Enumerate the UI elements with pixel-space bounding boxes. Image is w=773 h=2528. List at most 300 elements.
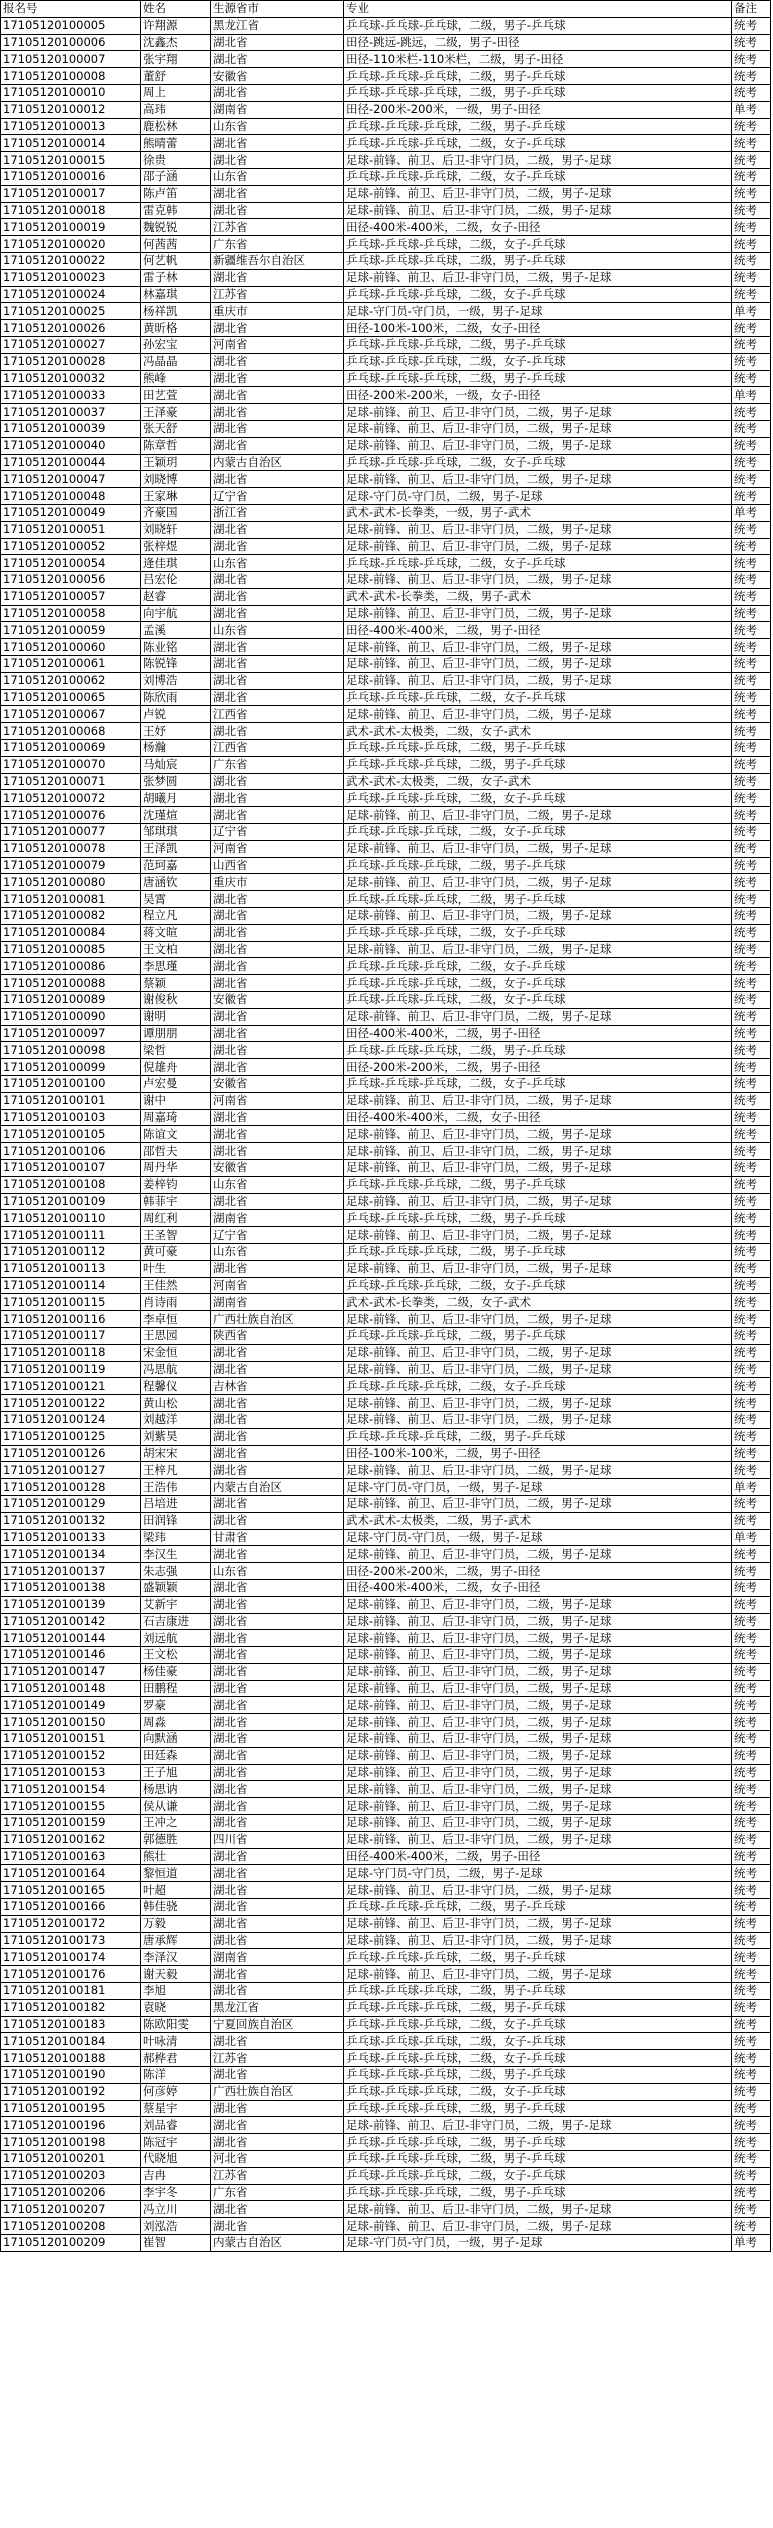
student-name-cell: 王泽凯 [141, 840, 211, 857]
registration-number-cell: 17105120100015 [1, 152, 141, 169]
remark-cell: 统考 [732, 941, 771, 958]
major-cell: 乒乓球-乒乓球-乒乓球，二级，男子-乒乓球 [344, 1042, 732, 1059]
major-cell: 田径-100米-100米，二级，女子-田径 [344, 320, 732, 337]
major-cell: 足球-前锋、前卫、后卫-非守门员，二级，男子-足球 [344, 1680, 732, 1697]
student-name-cell: 逄佳琪 [141, 555, 211, 572]
remark-cell: 统考 [732, 1815, 771, 1832]
remark-cell: 统考 [732, 538, 771, 555]
student-name-cell: 马灿宸 [141, 756, 211, 773]
table-row [1, 34, 771, 51]
origin-province-cell: 湖北省 [211, 2067, 344, 2084]
table-row [1, 2083, 771, 2100]
student-name-cell: 宋金恒 [141, 1344, 211, 1361]
major-cell: 足球-前锋、前卫、后卫-非守门员，二级，男子-足球 [344, 420, 732, 437]
remark-cell: 统考 [732, 992, 771, 1009]
student-name-cell: 沈瑾煊 [141, 807, 211, 824]
origin-province-cell: 辽宁省 [211, 1227, 344, 1244]
table-row [1, 1176, 771, 1193]
major-cell: 足球-前锋、前卫、后卫-非守门员，二级，男子-足球 [344, 1395, 732, 1412]
table-row [1, 1193, 771, 1210]
origin-province-cell: 黑龙江省 [211, 17, 344, 34]
major-cell: 乒乓球-乒乓球-乒乓球，二级，女子-乒乓球 [344, 1378, 732, 1395]
table-row [1, 941, 771, 958]
registration-number-cell: 17105120100127 [1, 1462, 141, 1479]
origin-province-cell: 湖北省 [211, 1008, 344, 1025]
table-row [1, 1663, 771, 1680]
registration-number-cell: 17105120100080 [1, 874, 141, 891]
student-name-cell: 王子旭 [141, 1764, 211, 1781]
table-row [1, 471, 771, 488]
registration-number-cell: 17105120100206 [1, 2184, 141, 2201]
remark-cell: 统考 [732, 1260, 771, 1277]
origin-province-cell: 安徽省 [211, 992, 344, 1009]
origin-province-cell: 湖北省 [211, 1596, 344, 1613]
table-row [1, 706, 771, 723]
origin-province-cell: 湖北省 [211, 84, 344, 101]
remark-cell: 统考 [732, 1143, 771, 1160]
origin-province-cell: 湖北省 [211, 891, 344, 908]
major-cell: 乒乓球-乒乓球-乒乓球，二级，男子-乒乓球 [344, 2100, 732, 2117]
origin-province-cell: 湖北省 [211, 1899, 344, 1916]
registration-number-cell: 17105120100032 [1, 370, 141, 387]
registration-number-cell: 17105120100058 [1, 605, 141, 622]
remark-cell: 统考 [732, 1445, 771, 1462]
remark-cell: 统考 [732, 1932, 771, 1949]
origin-province-cell: 湖北省 [211, 1395, 344, 1412]
major-cell: 足球-前锋、前卫、后卫-非守门员，二级，男子-足球 [344, 639, 732, 656]
remark-cell: 统考 [732, 404, 771, 421]
registration-number-cell: 17105120100071 [1, 773, 141, 790]
table-row [1, 118, 771, 135]
table-row [1, 1495, 771, 1512]
remark-cell: 统考 [732, 2100, 771, 2117]
remark-cell: 单考 [732, 101, 771, 118]
registration-number-cell: 17105120100060 [1, 639, 141, 656]
major-cell: 足球-前锋、前卫、后卫-非守门员，二级，男子-足球 [344, 1831, 732, 1848]
table-row [1, 370, 771, 387]
major-cell: 足球-前锋、前卫、后卫-非守门员，二级，男子-足球 [344, 1647, 732, 1664]
origin-province-cell: 湖北省 [211, 1059, 344, 1076]
table-row [1, 168, 771, 185]
table-row [1, 185, 771, 202]
registration-number-cell: 17105120100118 [1, 1344, 141, 1361]
origin-province-cell: 湖北省 [211, 1848, 344, 1865]
table-row [1, 588, 771, 605]
registration-number-cell: 17105120100084 [1, 924, 141, 941]
origin-province-cell: 湖北省 [211, 2201, 344, 2218]
origin-province-cell: 内蒙古自治区 [211, 1479, 344, 1496]
student-name-cell: 雷子林 [141, 269, 211, 286]
registration-number-cell: 17105120100010 [1, 84, 141, 101]
origin-province-cell: 湖北省 [211, 975, 344, 992]
remark-cell: 统考 [732, 891, 771, 908]
registration-number-cell: 17105120100144 [1, 1630, 141, 1647]
remark-cell: 统考 [732, 1495, 771, 1512]
student-name-cell: 周丹华 [141, 1159, 211, 1176]
student-name-cell: 王泽豪 [141, 404, 211, 421]
remark-cell: 统考 [732, 1546, 771, 1563]
origin-province-cell: 四川省 [211, 1831, 344, 1848]
origin-province-cell: 江西省 [211, 740, 344, 757]
origin-province-cell: 江苏省 [211, 286, 344, 303]
student-name-cell: 万毅 [141, 1915, 211, 1932]
student-name-cell: 姜梓钧 [141, 1176, 211, 1193]
registration-number-cell: 17105120100182 [1, 1999, 141, 2016]
registration-number-cell: 17105120100149 [1, 1697, 141, 1714]
student-name-cell: 王家琳 [141, 488, 211, 505]
major-cell: 乒乓球-乒乓球-乒乓球，二级，男子-乒乓球 [344, 1949, 732, 1966]
major-cell: 乒乓球-乒乓球-乒乓球，二级，男子-乒乓球 [344, 740, 732, 757]
major-cell: 乒乓球-乒乓球-乒乓球，二级，男子-乒乓球 [344, 84, 732, 101]
registration-number-cell: 17105120100162 [1, 1831, 141, 1848]
student-name-cell: 倪雄舟 [141, 1059, 211, 1076]
registration-number-cell: 17105120100209 [1, 2234, 141, 2251]
table-row [1, 723, 771, 740]
registration-number-cell: 17105120100097 [1, 1025, 141, 1042]
table-row [1, 1076, 771, 1093]
major-cell: 乒乓球-乒乓球-乒乓球，二级，女子-乒乓球 [344, 2033, 732, 2050]
remark-cell: 单考 [732, 387, 771, 404]
major-cell: 足球-前锋、前卫、后卫-非守门员，二级，男子-足球 [344, 1781, 732, 1798]
origin-province-cell: 湖北省 [211, 1546, 344, 1563]
student-name-cell: 朱志强 [141, 1563, 211, 1580]
origin-province-cell: 湖北省 [211, 1663, 344, 1680]
table-row [1, 1479, 771, 1496]
origin-province-cell: 湖北省 [211, 656, 344, 673]
remark-cell: 统考 [732, 1714, 771, 1731]
table-row [1, 1899, 771, 1916]
major-cell: 乒乓球-乒乓球-乒乓球，二级，男子-乒乓球 [344, 1428, 732, 1445]
major-cell: 足球-前锋、前卫、后卫-非守门员，二级，男子-足球 [344, 605, 732, 622]
remark-cell: 统考 [732, 1579, 771, 1596]
table-row [1, 1227, 771, 1244]
major-cell: 足球-前锋、前卫、后卫-非守门员，二级，男子-足球 [344, 1361, 732, 1378]
registration-number-cell: 17105120100065 [1, 689, 141, 706]
remark-cell: 统考 [732, 2033, 771, 2050]
major-cell: 乒乓球-乒乓球-乒乓球，二级，女子-乒乓球 [344, 236, 732, 253]
remark-cell: 统考 [732, 1596, 771, 1613]
origin-province-cell: 湖北省 [211, 1428, 344, 1445]
remark-cell: 统考 [732, 975, 771, 992]
student-name-cell: 王颖玥 [141, 454, 211, 471]
origin-province-cell: 山东省 [211, 1243, 344, 1260]
table-row [1, 101, 771, 118]
remark-cell: 统考 [732, 622, 771, 639]
student-name-cell: 谢天毅 [141, 1966, 211, 1983]
student-name-cell: 蔡星宇 [141, 2100, 211, 2117]
student-name-cell: 吴霄 [141, 891, 211, 908]
remark-cell: 统考 [732, 908, 771, 925]
student-name-cell: 程立凡 [141, 908, 211, 925]
table-row [1, 504, 771, 521]
student-name-cell: 周上 [141, 84, 211, 101]
table-row [1, 1411, 771, 1428]
registration-number-cell: 17105120100183 [1, 2016, 141, 2033]
origin-province-cell: 湖南省 [211, 1949, 344, 1966]
major-cell: 足球-前锋、前卫、后卫-非守门员，二级，男子-足球 [344, 404, 732, 421]
registration-number-cell: 17105120100108 [1, 1176, 141, 1193]
table-row [1, 924, 771, 941]
origin-province-cell: 安徽省 [211, 68, 344, 85]
table-row [1, 975, 771, 992]
origin-province-cell: 湖北省 [211, 1579, 344, 1596]
student-name-cell: 张梓煜 [141, 538, 211, 555]
origin-province-cell: 湖北省 [211, 1966, 344, 1983]
registration-number-cell: 17105120100028 [1, 353, 141, 370]
student-name-cell: 雷克韩 [141, 202, 211, 219]
major-cell: 田径-400米-400米，二级，男子-田径 [344, 1025, 732, 1042]
table-row [1, 807, 771, 824]
student-name-cell: 胡宋宋 [141, 1445, 211, 1462]
student-name-cell: 吕培进 [141, 1495, 211, 1512]
registration-number-cell: 17105120100153 [1, 1764, 141, 1781]
table-row [1, 1865, 771, 1882]
student-name-cell: 周红利 [141, 1210, 211, 1227]
remark-cell: 单考 [732, 1479, 771, 1496]
student-name-cell: 郝桦君 [141, 2050, 211, 2067]
major-cell: 足球-前锋、前卫、后卫-非守门员，二级，男子-足球 [344, 202, 732, 219]
major-cell: 乒乓球-乒乓球-乒乓球，二级，女子-乒乓球 [344, 2083, 732, 2100]
remark-cell: 统考 [732, 1227, 771, 1244]
registration-number-cell: 17105120100111 [1, 1227, 141, 1244]
table-row [1, 2218, 771, 2235]
remark-cell: 统考 [732, 1882, 771, 1899]
origin-province-cell: 辽宁省 [211, 824, 344, 841]
registration-number-cell: 17105120100159 [1, 1815, 141, 1832]
major-cell: 乒乓球-乒乓球-乒乓球，二级，女子-乒乓球 [344, 353, 732, 370]
origin-province-cell: 江苏省 [211, 2167, 344, 2184]
registration-number-cell: 17105120100033 [1, 387, 141, 404]
registration-number-cell: 17105120100174 [1, 1949, 141, 1966]
student-name-cell: 韩佳骁 [141, 1899, 211, 1916]
major-cell: 乒乓球-乒乓球-乒乓球，二级，女子-乒乓球 [344, 824, 732, 841]
registration-number-cell: 17105120100107 [1, 1159, 141, 1176]
remark-cell: 统考 [732, 1781, 771, 1798]
student-name-cell: 谭朋朋 [141, 1025, 211, 1042]
student-name-cell: 孙宏宝 [141, 336, 211, 353]
table-row [1, 1109, 771, 1126]
remark-cell: 统考 [732, 118, 771, 135]
registration-number-cell: 17105120100129 [1, 1495, 141, 1512]
student-name-cell: 陈冠宇 [141, 2134, 211, 2151]
student-name-cell: 徐贵 [141, 152, 211, 169]
major-cell: 足球-前锋、前卫、后卫-非守门员，二级，男子-足球 [344, 1159, 732, 1176]
student-name-cell: 王佳然 [141, 1277, 211, 1294]
registration-number-cell: 17105120100100 [1, 1076, 141, 1093]
registration-number-cell: 17105120100142 [1, 1613, 141, 1630]
remark-cell: 统考 [732, 135, 771, 152]
student-name-cell: 艾新宇 [141, 1596, 211, 1613]
major-cell: 田径-200米-200米，二级，男子-田径 [344, 1563, 732, 1580]
table-row [1, 958, 771, 975]
major-cell: 田径-400米-400米，二级，男子-田径 [344, 622, 732, 639]
remark-cell: 统考 [732, 1378, 771, 1395]
remark-cell: 统考 [732, 1277, 771, 1294]
registration-number-cell: 17105120100024 [1, 286, 141, 303]
major-cell: 足球-前锋、前卫、后卫-非守门员，二级，男子-足球 [344, 185, 732, 202]
origin-province-cell: 新疆维吾尔自治区 [211, 252, 344, 269]
major-cell: 足球-前锋、前卫、后卫-非守门员，二级，男子-足球 [344, 1815, 732, 1832]
major-cell: 足球-前锋、前卫、后卫-非守门员，二级，男子-足球 [344, 1411, 732, 1428]
registration-number-cell: 17105120100008 [1, 68, 141, 85]
registration-number-cell: 17105120100184 [1, 2033, 141, 2050]
origin-province-cell: 湖北省 [211, 2100, 344, 2117]
origin-province-cell: 河南省 [211, 1277, 344, 1294]
major-cell: 足球-守门员-守门员，一级，男子-足球 [344, 1529, 732, 1546]
major-cell: 足球-前锋、前卫、后卫-非守门员，二级，男子-足球 [344, 1462, 732, 1479]
origin-province-cell: 河北省 [211, 2151, 344, 2168]
table-row [1, 555, 771, 572]
major-cell: 足球-前锋、前卫、后卫-非守门员，二级，男子-足球 [344, 1596, 732, 1613]
registration-number-cell: 17105120100014 [1, 135, 141, 152]
registration-number-cell: 17105120100026 [1, 320, 141, 337]
major-cell: 乒乓球-乒乓球-乒乓球，二级，女子-乒乓球 [344, 2050, 732, 2067]
registration-number-cell: 17105120100047 [1, 471, 141, 488]
origin-province-cell: 江苏省 [211, 2050, 344, 2067]
major-cell: 武术-武术-太极类，二级，女子-武术 [344, 773, 732, 790]
table-row [1, 1042, 771, 1059]
registration-number-cell: 17105120100109 [1, 1193, 141, 1210]
table-row [1, 992, 771, 1009]
registration-number-cell: 17105120100151 [1, 1731, 141, 1748]
remark-cell: 统考 [732, 1327, 771, 1344]
origin-province-cell: 湖北省 [211, 1764, 344, 1781]
origin-province-cell: 湖北省 [211, 1647, 344, 1664]
table-row [1, 135, 771, 152]
table-row [1, 68, 771, 85]
origin-province-cell: 湖北省 [211, 807, 344, 824]
major-cell: 足球-前锋、前卫、后卫-非守门员，二级，男子-足球 [344, 1126, 732, 1143]
table-row [1, 219, 771, 236]
origin-province-cell: 湖北省 [211, 1697, 344, 1714]
registration-number-cell: 17105120100134 [1, 1546, 141, 1563]
table-row [1, 1294, 771, 1311]
major-cell: 乒乓球-乒乓球-乒乓球，二级，男子-乒乓球 [344, 1327, 732, 1344]
table-row [1, 336, 771, 353]
remark-cell: 统考 [732, 370, 771, 387]
remark-cell: 统考 [732, 1831, 771, 1848]
major-cell: 足球-前锋、前卫、后卫-非守门员，二级，男子-足球 [344, 1344, 732, 1361]
student-name-cell: 董舒 [141, 68, 211, 85]
registration-number-cell: 17105120100051 [1, 521, 141, 538]
table-row [1, 2184, 771, 2201]
table-row [1, 2033, 771, 2050]
table-row [1, 152, 771, 169]
table-row [1, 17, 771, 34]
registration-number-cell: 17105120100056 [1, 572, 141, 589]
student-name-cell: 林嘉琪 [141, 286, 211, 303]
student-name-cell: 谢中 [141, 1092, 211, 1109]
origin-province-cell: 湖北省 [211, 135, 344, 152]
table-row [1, 269, 771, 286]
registration-number-cell: 17105120100069 [1, 740, 141, 757]
remark-cell: 统考 [732, 488, 771, 505]
origin-province-cell: 广东省 [211, 2184, 344, 2201]
remark-cell: 统考 [732, 740, 771, 757]
origin-province-cell: 湖北省 [211, 1462, 344, 1479]
origin-province-cell: 湖北省 [211, 1714, 344, 1731]
origin-province-cell: 湖北省 [211, 588, 344, 605]
origin-province-cell: 湖北省 [211, 958, 344, 975]
origin-province-cell: 湖北省 [211, 437, 344, 454]
student-name-cell: 黄可豪 [141, 1243, 211, 1260]
student-name-cell: 吉冉 [141, 2167, 211, 2184]
student-name-cell: 梁玮 [141, 1529, 211, 1546]
remark-cell: 统考 [732, 471, 771, 488]
remark-cell: 统考 [732, 1647, 771, 1664]
student-name-cell: 郭德胜 [141, 1831, 211, 1848]
major-cell: 足球-前锋、前卫、后卫-非守门员，二级，男子-足球 [344, 1714, 732, 1731]
registration-number-cell: 17105120100081 [1, 891, 141, 908]
table-row [1, 1025, 771, 1042]
origin-province-cell: 湖北省 [211, 924, 344, 941]
student-name-cell: 黎恒道 [141, 1865, 211, 1882]
major-cell: 足球-前锋、前卫、后卫-非守门员，二级，男子-足球 [344, 706, 732, 723]
table-row [1, 2016, 771, 2033]
registration-number-cell: 17105120100190 [1, 2067, 141, 2084]
table-row [1, 1680, 771, 1697]
remark-cell: 单考 [732, 303, 771, 320]
major-cell: 乒乓球-乒乓球-乒乓球，二级，女子-乒乓球 [344, 1277, 732, 1294]
table-row [1, 622, 771, 639]
student-name-cell: 卢锐 [141, 706, 211, 723]
major-cell: 足球-前锋、前卫、后卫-非守门员，二级，男子-足球 [344, 521, 732, 538]
student-name-cell: 肖诗雨 [141, 1294, 211, 1311]
registration-number-cell: 17105120100165 [1, 1882, 141, 1899]
table-row [1, 521, 771, 538]
major-cell: 乒乓球-乒乓球-乒乓球，二级，男子-乒乓球 [344, 2067, 732, 2084]
remark-cell: 统考 [732, 1899, 771, 1916]
remark-cell: 统考 [732, 2184, 771, 2201]
origin-province-cell: 广西壮族自治区 [211, 1311, 344, 1328]
origin-province-cell: 河南省 [211, 336, 344, 353]
table-row [1, 1008, 771, 1025]
major-cell: 足球-守门员-守门员，一级，男子-足球 [344, 303, 732, 320]
registration-number-cell: 17105120100105 [1, 1126, 141, 1143]
registration-number-cell: 17105120100208 [1, 2218, 141, 2235]
registration-number-cell: 17105120100067 [1, 706, 141, 723]
origin-province-cell: 湖北省 [211, 2033, 344, 2050]
table-row [1, 1613, 771, 1630]
origin-province-cell: 湖北省 [211, 1344, 344, 1361]
major-cell: 乒乓球-乒乓球-乒乓球，二级，女子-乒乓球 [344, 924, 732, 941]
major-cell: 乒乓球-乒乓球-乒乓球，二级，男子-乒乓球 [344, 1176, 732, 1193]
remark-cell: 单考 [732, 1529, 771, 1546]
registration-number-cell: 17105120100195 [1, 2100, 141, 2117]
origin-province-cell: 湖北省 [211, 1630, 344, 1647]
remark-cell: 统考 [732, 2218, 771, 2235]
major-cell: 乒乓球-乒乓球-乒乓球，二级，男子-乒乓球 [344, 1983, 732, 2000]
student-name-cell: 王文松 [141, 1647, 211, 1664]
remark-cell: 统考 [732, 1126, 771, 1143]
student-name-cell: 唐承辉 [141, 1932, 211, 1949]
table-row [1, 2100, 771, 2117]
origin-province-cell: 江西省 [211, 706, 344, 723]
remark-cell: 统考 [732, 689, 771, 706]
student-name-cell: 蔡颖 [141, 975, 211, 992]
remark-cell: 统考 [732, 924, 771, 941]
registration-number-cell: 17105120100017 [1, 185, 141, 202]
student-name-cell: 崔智 [141, 2234, 211, 2251]
remark-cell: 统考 [732, 1983, 771, 2000]
student-name-cell: 冯思航 [141, 1361, 211, 1378]
table-row [1, 1579, 771, 1596]
student-name-cell: 王冲之 [141, 1815, 211, 1832]
table-row [1, 1210, 771, 1227]
major-cell: 足球-前锋、前卫、后卫-非守门员，二级，男子-足球 [344, 1915, 732, 1932]
student-name-cell: 刘越洋 [141, 1411, 211, 1428]
registration-number-cell: 17105120100090 [1, 1008, 141, 1025]
